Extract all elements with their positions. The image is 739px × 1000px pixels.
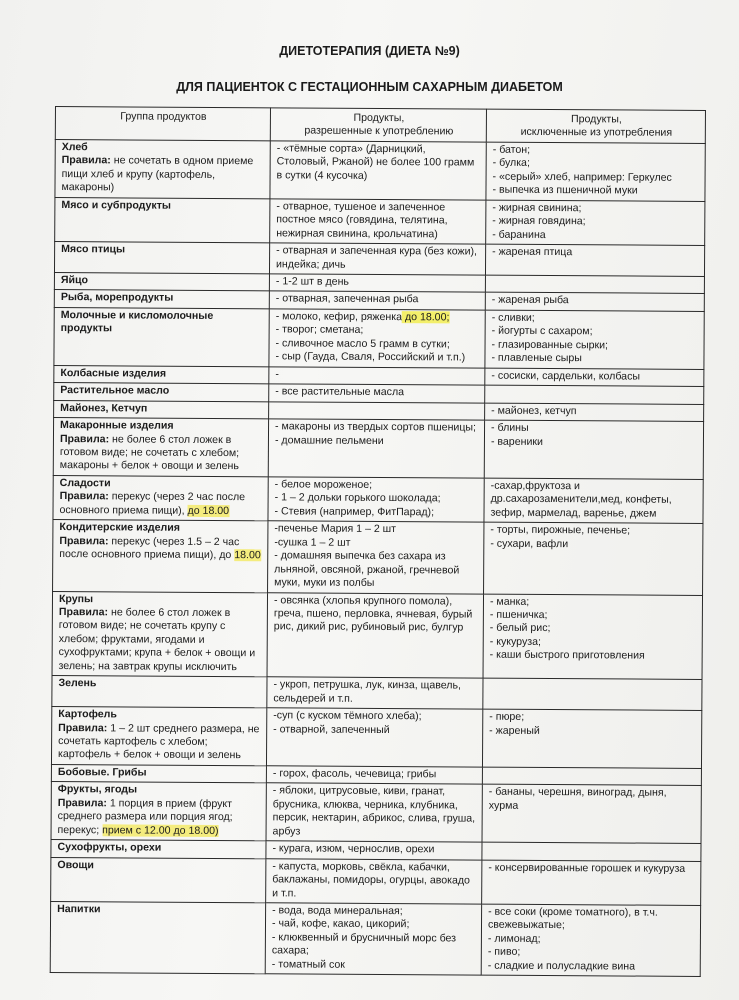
excluded-cell — [485, 275, 704, 294]
group-name: Овощи — [57, 858, 94, 871]
group-name: Сухофрукты, орехи — [57, 841, 162, 854]
rule-label: Правила: — [58, 605, 109, 619]
excluded-item: - вареники — [490, 435, 543, 448]
group-name: Макаронные изделия — [60, 419, 174, 432]
group-cell — [51, 857, 266, 903]
header-allowed — [270, 108, 486, 142]
group-cell — [51, 840, 266, 859]
group-name: Колбасные изделия — [60, 366, 167, 380]
allowed-cell — [269, 401, 485, 420]
group-cell — [53, 475, 268, 521]
group-cell — [54, 400, 269, 419]
diet-table — [50, 106, 706, 977]
excluded-cell — [486, 200, 705, 246]
allowed-item: -печенье Мария 1 – 2 шт — [274, 522, 397, 536]
excluded-item: - консервированные горошек и кукуруза — [488, 861, 686, 875]
excluded-cell — [485, 385, 704, 404]
excluded-item: - торты, пирожные, печенье; — [490, 523, 631, 537]
group-name: Фрукты, ягоды — [57, 783, 138, 796]
table-row — [53, 520, 703, 595]
rule-text: 1 порция в прием (фрукт среднего размера или порция ягод; перекус; — [57, 797, 233, 837]
group-name: Кондитерские изделия — [59, 521, 180, 535]
excluded-item: - глазированные сырки; — [491, 338, 609, 352]
group-rule — [60, 433, 263, 475]
rule-text: 1 – 2 шт среднего размера, не сочетать картофель с хлебом; картофель + белок + овощи и зелень — [58, 721, 260, 762]
excluded-item: - белый рис; — [489, 622, 551, 635]
group-name: Бобовые. Грибы — [57, 765, 147, 779]
group-name: Хлеб — [61, 140, 88, 154]
allowed-cell — [270, 141, 486, 200]
allowed-item: - горох, фасоль, чечевица; грибы — [272, 767, 437, 781]
header-allowed-line1: Продукты, — [353, 111, 405, 125]
excluded-item: - жареная птица — [492, 245, 573, 259]
rule-text: не более 6 стол ложек в готовом виде; не сочетать с хлебом; макароны + белок + овощи и зелень — [59, 432, 240, 473]
table-row — [54, 307, 704, 369]
excluded-cell — [484, 420, 703, 479]
allowed-item: - «тёмные сорта» (Дарницкий, Столовый, Ржаной) не более 100 грамм в сутки (4 кусочка) — [276, 142, 475, 182]
group-cell — [55, 139, 270, 198]
table-row — [53, 418, 703, 480]
excluded-item: - «серый» хлеб, например: Геркулес — [492, 170, 672, 184]
excluded-cell — [485, 293, 704, 312]
rule-label: Правила: — [59, 490, 109, 503]
header-allowed-line2: разрешенные к употреблению — [304, 124, 454, 138]
group-rule — [58, 722, 261, 764]
excluded-item: - пиво; — [487, 946, 521, 959]
allowed-cell — [269, 291, 485, 310]
rule-label: Правила: — [57, 796, 107, 810]
allowed-cell — [269, 309, 485, 368]
rule-highlight: 18.00 — [234, 549, 261, 562]
excluded-cell — [482, 767, 701, 786]
allowed-item: - макароны из твердых сортов пшеницы; — [275, 420, 477, 434]
group-name: Мясо птицы — [61, 243, 126, 256]
header-group — [55, 107, 270, 141]
allowed-item: - сливочное масло 5 грамм в сутки; — [275, 337, 450, 351]
excluded-cell — [482, 709, 701, 768]
document-subtitle: ДЛЯ ПАЦИЕНТОК С ГЕСТАЦИОННЫМ САХАРНЫМ ДИАБЕТОМ — [176, 80, 563, 94]
rule-label: Правила: — [59, 534, 109, 548]
table-row — [55, 139, 705, 201]
header-excluded — [486, 109, 705, 143]
group-rule — [58, 797, 261, 839]
allowed-cell — [268, 477, 484, 523]
allowed-item: - — [275, 368, 279, 381]
excluded-cell — [486, 142, 705, 201]
excluded-item: - бананы, черешня, виноград, дыня, хурма — [488, 786, 667, 812]
excluded-cell — [485, 244, 704, 276]
allowed-item: -сушка 1 – 2 шт — [274, 536, 351, 549]
excluded-item: - жареная рыба — [491, 294, 569, 307]
table-row — [50, 902, 700, 977]
allowed-item: - капуста, морковь, свёкла, кабачки, баклажаны, помидоры, огурцы, авокадо и т.п. — [272, 859, 470, 900]
excluded-cell — [485, 310, 704, 369]
allowed-item: - все растительные масла — [275, 385, 405, 399]
allowed-cell — [269, 274, 485, 293]
group-name: Сладости — [59, 476, 111, 490]
allowed-item: - Стевия (например, ФитПарад); — [274, 505, 435, 519]
table-row — [51, 782, 701, 844]
table-row — [51, 707, 701, 769]
allowed-item: - сыр (Гауда, Сваля, Российский и т.п.) — [275, 350, 466, 364]
allowed-cell — [265, 903, 481, 976]
group-rule — [59, 606, 262, 675]
rule-text: перекус (через 2 час после основного приема пищи), — [59, 490, 246, 517]
allowed-cell — [270, 199, 486, 245]
header-group-label: Группа продуктов — [120, 110, 207, 123]
group-cell — [52, 591, 268, 677]
allowed-item: - яблоки, цитрусовые, киви, гранат, брусника, клюква, черника, клубника, персик, нектарин, абрикос, слива, груша, арбуз — [272, 784, 476, 838]
group-name: Яйцо — [60, 274, 89, 287]
group-cell — [50, 902, 265, 975]
allowed-cell — [268, 419, 484, 478]
allowed-item: - 1 – 2 дольки горького шоколада; — [274, 491, 441, 505]
excluded-item: - батон; — [492, 143, 531, 156]
allowed-item: - домашняя выпечка без сахара из льняной, овсяной, ржаной, гречневой муки, муки из полбы — [274, 549, 460, 590]
excluded-cell — [482, 842, 701, 861]
excluded-item: - манка; — [489, 595, 530, 608]
group-name: Картофель — [58, 708, 117, 721]
allowed-cell — [266, 841, 482, 860]
allowed-cell — [267, 677, 483, 709]
group-cell — [53, 520, 268, 593]
excluded-cell — [485, 403, 704, 422]
table-row — [53, 475, 703, 523]
excluded-cell — [483, 678, 702, 710]
allowed-cell — [269, 384, 485, 403]
group-cell — [54, 365, 269, 384]
group-cell — [51, 764, 266, 783]
rule-label: Правила: — [61, 154, 111, 167]
allowed-cell — [267, 592, 484, 678]
excluded-cell — [483, 594, 703, 680]
group-name: Растительное масло — [60, 384, 170, 397]
allowed-item: - 1-2 шт в день — [275, 275, 350, 288]
allowed-item: - отварной, запеченный — [273, 722, 390, 736]
allowed-item: - отварное, тушеное и запеченное постное мясо (говядина, телятина, нежирная свинина, крольчатина) — [276, 200, 448, 240]
excluded-cell — [482, 860, 701, 906]
group-cell — [53, 418, 268, 477]
rule-text: не более 6 стол ложек в готовом виде; не сочетать крупу с хлебом; фруктами, ягодами и сухофруктами; крупа + белок + овощи и зелень; на завтрак крупы исключить — [58, 606, 256, 673]
excluded-item: - жирная говядина; — [492, 214, 586, 228]
allowed-item — [276, 310, 480, 325]
excluded-item: - все соки (кроме томатного), в т.ч. свежевыжатые; — [487, 905, 658, 932]
group-cell — [54, 242, 269, 274]
excluded-item: - сосиски, сардельки, колбасы — [491, 369, 641, 383]
group-cell — [54, 290, 269, 309]
allowed-item: - отварная, запеченная рыба — [275, 292, 419, 306]
allowed-cell — [266, 858, 482, 904]
table-row — [52, 591, 703, 680]
rule-text: не сочетать в одном приеме пищи хлеб и крупу (картофель, макароны) — [61, 154, 254, 194]
allowed-cell — [269, 367, 485, 386]
rule-label: Правила: — [59, 432, 110, 445]
group-name: Зелень — [58, 677, 97, 690]
allowed-cell — [266, 783, 482, 842]
allowed-item: - творог; сметана; — [275, 323, 364, 337]
group-name: Майонез, Кетчуп — [60, 401, 148, 415]
excluded-item: - кукуруза; — [489, 635, 541, 648]
excluded-item: - жирная свинина; — [492, 201, 582, 214]
allowed-item: - курага, изюм, чернослив, орехи — [272, 842, 435, 856]
excluded-cell — [485, 368, 704, 387]
rule-label: Правила: — [58, 721, 108, 734]
excluded-item: - майонез, кетчуп — [491, 404, 577, 417]
allowed-cell — [266, 766, 482, 785]
group-name: Мясо и субпродукты — [61, 198, 172, 212]
header-excluded-line1: Продукты, — [570, 113, 622, 126]
allowed-cell — [268, 521, 484, 594]
allowed-item-highlight: до 18.00; — [401, 311, 450, 324]
group-cell — [54, 383, 269, 402]
group-cell — [51, 782, 266, 841]
allowed-item: - белое мороженое; — [274, 478, 373, 491]
excluded-item: -сахар,фруктоза и др.сахарозаменители,мед, конфеты, зефир, мармелад, варенье, джем — [490, 479, 672, 520]
allowed-item: - укроп, петрушка, лук, кинза, щавель, сельдерей и т.п. — [273, 678, 462, 705]
allowed-item: - клюквенный и брусничный морс без сахара; — [271, 931, 457, 957]
group-cell — [55, 197, 270, 243]
excluded-item: - сухари, вафли — [490, 537, 569, 550]
group-name: Крупы — [58, 592, 94, 605]
document-title: ДИЕТОТЕРАПИЯ (ДИЕТА №9) — [279, 44, 460, 58]
excluded-item: - пшеничка; — [489, 608, 548, 621]
header-excluded-line2: исключенные из употребления — [520, 126, 673, 140]
excluded-cell — [481, 904, 700, 977]
group-name: Молочные и кисломолочные продукты — [60, 308, 214, 335]
group-cell — [54, 307, 269, 366]
group-rule — [59, 490, 262, 518]
allowed-item: - домашние пельмени — [274, 433, 384, 447]
excluded-item: - каши быстрого приготовления — [489, 648, 645, 662]
group-cell — [51, 707, 266, 766]
diet-table-body — [50, 139, 705, 976]
excluded-cell — [482, 785, 701, 844]
excluded-item: - выпечка из пшеничной муки — [492, 183, 638, 197]
rule-text: перекус (через 1.5 – 2 час после основного приема пищи), до — [59, 535, 240, 562]
excluded-item: - йогурты с сахаром; — [491, 325, 593, 338]
group-rule — [61, 154, 264, 196]
allowed-item: - овсянка (хлопья крупного помола), греча, пшено, перловка, ячневая, бурый рис, дикий рис, рубиновый рис, булгур — [273, 593, 473, 634]
table-row — [51, 857, 701, 905]
excluded-item: - плавленые сыры — [491, 351, 582, 365]
allowed-item: - отварная и запеченная кура (без кожи), индейка; дичь — [276, 244, 478, 271]
excluded-item: - баранина — [492, 228, 546, 241]
excluded-item: - лимонад; — [487, 932, 541, 945]
table-row — [52, 676, 702, 711]
rule-highlight: прием с 12.00 до 18.00) — [102, 824, 219, 837]
group-rule — [59, 535, 262, 563]
rule-highlight: до 18.00 — [187, 504, 230, 517]
excluded-item: - сливки; — [491, 311, 535, 324]
allowed-cell — [269, 243, 485, 275]
allowed-item: - вода, вода минеральная; — [272, 904, 403, 918]
excluded-item: - булка; — [492, 157, 530, 170]
allowed-item: - чай, кофе, какао, цикорий; — [271, 917, 410, 931]
group-cell — [54, 272, 269, 291]
excluded-cell — [484, 478, 703, 524]
allowed-item: - томатный сок — [271, 958, 345, 971]
table-header-row — [55, 107, 705, 144]
group-name: Рыба, морепродукты — [60, 291, 174, 305]
excluded-cell — [484, 522, 703, 595]
table-row — [55, 197, 705, 245]
excluded-item: - блины — [491, 421, 529, 434]
excluded-item: - жареный — [489, 724, 540, 737]
allowed-item: -суп (с куском тёмного хлеба); — [273, 709, 422, 723]
allowed-item-text: - молоко, кефир, ряженка — [275, 310, 403, 324]
excluded-item: - пюре; — [489, 710, 525, 724]
table-row — [54, 242, 704, 277]
allowed-cell — [266, 708, 482, 767]
group-name: Напитки — [57, 903, 101, 916]
excluded-item: - сладкие и полусладкие вина — [487, 959, 636, 973]
group-cell — [52, 676, 267, 708]
